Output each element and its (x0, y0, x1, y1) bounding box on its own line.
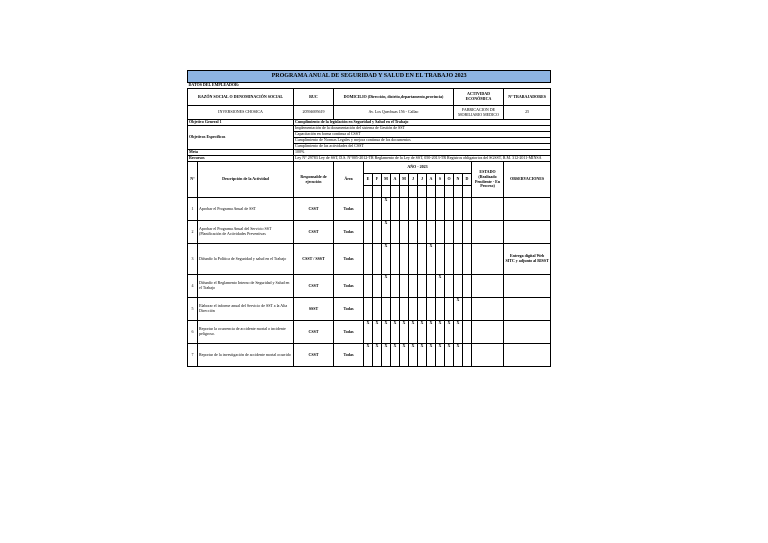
month-mark (427, 198, 436, 221)
recursos-label: Recursos (188, 156, 294, 162)
month-mark (463, 344, 472, 367)
month-mark (373, 244, 382, 275)
activity-row (188, 244, 551, 275)
month-subcell (391, 186, 400, 198)
activity-description: Reportar la ocurrencia de accidente mortal o incidente peligroso. (198, 321, 294, 344)
month-mark (463, 275, 472, 298)
descripcion-header: Descripción de la Actividad (198, 162, 294, 198)
month-mark: X (454, 344, 463, 367)
month-subcell (373, 186, 382, 198)
month-subcell (364, 186, 373, 198)
month-mark: X (445, 321, 454, 344)
month-mark (427, 298, 436, 321)
month-subcell (445, 186, 454, 198)
activity-description: Reportar de la investigación de accidente mortal ocurrido (198, 344, 294, 367)
month-mark (463, 244, 472, 275)
month-mark: X (418, 344, 427, 367)
activity-description: Aprobar el Programa Anual del Servicio SST (Planificación de Actividades Preventivas (198, 221, 294, 244)
month-mark: X (400, 321, 409, 344)
actividad-value: FABRICACION DE MOBILIARIO MEDICO (454, 106, 504, 120)
activity-number: 3 (188, 244, 198, 275)
month-mark (454, 275, 463, 298)
trabajadores-header: Nº TRABAJADORES (504, 89, 551, 106)
activity-observations (504, 221, 551, 244)
month-header: S (436, 174, 445, 186)
month-mark (373, 298, 382, 321)
activity-status (472, 198, 504, 221)
month-mark (364, 298, 373, 321)
month-mark (364, 275, 373, 298)
month-mark (418, 244, 427, 275)
observaciones-header: OBSERVACIONES (504, 162, 551, 198)
month-mark: X (436, 344, 445, 367)
activity-responsible: CSST (294, 198, 334, 221)
estado-header: ESTADO (Realizado Pendiente - En Proceso) (472, 162, 504, 198)
month-mark (400, 244, 409, 275)
month-header: O (445, 174, 454, 186)
month-subcell (400, 186, 409, 198)
ruc-header: RUC (294, 89, 334, 106)
activity-description: Difundir el Reglamento Interno de Seguridad y Salud en el Trabajo (198, 275, 294, 298)
objetivo-general-value: Cumplimiento de la legislación en Seguridad y Salud en el Trabajo (294, 120, 551, 126)
month-mark: X (409, 321, 418, 344)
month-mark: X (427, 344, 436, 367)
month-mark (454, 244, 463, 275)
activity-responsible: SSST (294, 298, 334, 321)
month-mark: X (418, 321, 427, 344)
objetivos-especificos-label: Objetivos Específicos (188, 126, 294, 150)
month-header: E (364, 174, 373, 186)
program-table (187, 70, 551, 367)
activity-row (188, 344, 551, 367)
activity-description: Difundir la Política de Seguridad y salud en el Trabajo (198, 244, 294, 275)
month-subcell (409, 186, 418, 198)
month-subcell (436, 186, 445, 198)
month-mark (463, 221, 472, 244)
activity-status (472, 298, 504, 321)
activity-status (472, 344, 504, 367)
month-mark: X (436, 321, 445, 344)
month-header: N (454, 174, 463, 186)
month-mark (445, 298, 454, 321)
activity-area: Todas (334, 344, 364, 367)
month-mark: X (364, 321, 373, 344)
activity-status (472, 275, 504, 298)
activity-number: 2 (188, 221, 198, 244)
month-header: A (391, 174, 400, 186)
activity-number: 5 (188, 298, 198, 321)
month-mark (436, 221, 445, 244)
month-mark (454, 198, 463, 221)
employer-label: DATOS DEL EMPLEADOR: (188, 82, 240, 88)
month-header: D (463, 174, 472, 186)
activity-responsible: CSST (294, 344, 334, 367)
month-mark: X (454, 321, 463, 344)
month-header: F (373, 174, 382, 186)
objetivo-especifico: Capacitación en forma continua al CSST (294, 132, 551, 138)
safety-program-sheet (187, 70, 550, 367)
month-header: M (400, 174, 409, 186)
activity-status (472, 244, 504, 275)
activity-observations: Entrega digital Web SITC y adjunto al RISST (504, 244, 551, 275)
month-mark (418, 198, 427, 221)
month-mark: X (364, 344, 373, 367)
activity-row (188, 275, 551, 298)
month-mark (373, 198, 382, 221)
month-mark (382, 298, 391, 321)
month-header: A (427, 174, 436, 186)
month-mark (409, 198, 418, 221)
activity-area: Todas (334, 221, 364, 244)
month-mark (373, 275, 382, 298)
month-mark (463, 298, 472, 321)
activity-observations (504, 275, 551, 298)
activity-row (188, 298, 551, 321)
month-mark: X (454, 298, 463, 321)
month-mark: X (382, 321, 391, 344)
activity-area: Todas (334, 198, 364, 221)
activity-status (472, 321, 504, 344)
month-subcell (427, 186, 436, 198)
month-mark (364, 198, 373, 221)
activity-status (472, 221, 504, 244)
activity-observations (504, 298, 551, 321)
month-mark (418, 221, 427, 244)
activity-responsible: CSST (294, 321, 334, 344)
activity-description: Elaborar el informe anual del Servicio de SST a la Alta Dirección (198, 298, 294, 321)
month-mark: X (427, 321, 436, 344)
month-mark (400, 275, 409, 298)
month-mark: X (373, 321, 382, 344)
month-mark: X (382, 275, 391, 298)
month-mark (364, 244, 373, 275)
month-mark (418, 275, 427, 298)
activity-observations (504, 198, 551, 221)
month-mark (463, 321, 472, 344)
activity-area: Todas (334, 298, 364, 321)
month-mark (427, 275, 436, 298)
actividad-header: ACTIVIDAD ECONÓMICA (454, 89, 504, 106)
ruc-value: 20594695619 (294, 106, 334, 120)
activity-responsible: CSST (294, 275, 334, 298)
num-header: N° (188, 162, 198, 198)
month-mark: X (400, 344, 409, 367)
month-mark (409, 275, 418, 298)
month-mark (391, 275, 400, 298)
objetivo-especifico: Cumplimiento de Normas Legales y mejora continua de los documentos (294, 138, 551, 144)
month-subcell (463, 186, 472, 198)
month-mark: X (382, 221, 391, 244)
activity-row (188, 198, 551, 221)
month-mark (391, 198, 400, 221)
year-header: AÑO - 2023 (364, 162, 472, 174)
month-mark (427, 221, 436, 244)
month-mark (463, 198, 472, 221)
responsable-header: Responsable de ejecución (294, 162, 334, 198)
month-mark: X (391, 344, 400, 367)
meta-value: 100% (294, 150, 551, 156)
month-mark (400, 221, 409, 244)
month-mark (454, 221, 463, 244)
month-mark (436, 244, 445, 275)
month-mark (436, 198, 445, 221)
activity-number: 4 (188, 275, 198, 298)
activity-area: Todas (334, 321, 364, 344)
month-mark: X (409, 344, 418, 367)
area-header: Área (334, 162, 364, 198)
activity-row (188, 221, 551, 244)
month-subcell (418, 186, 427, 198)
month-subcell (382, 186, 391, 198)
objetivo-general-label: Objetivo General 1 (188, 120, 294, 126)
month-mark (418, 298, 427, 321)
month-mark: X (382, 244, 391, 275)
month-mark (400, 198, 409, 221)
activity-area: Todas (334, 275, 364, 298)
month-mark (409, 298, 418, 321)
activity-observations (504, 344, 551, 367)
month-mark (364, 221, 373, 244)
objetivo-especifico: Implementación de la documentación del sistema de Gestión de SST (294, 126, 551, 132)
month-mark (391, 244, 400, 275)
month-mark (391, 221, 400, 244)
activity-row (188, 321, 551, 344)
month-header: M (382, 174, 391, 186)
month-mark: X (427, 244, 436, 275)
month-mark: X (382, 344, 391, 367)
month-mark: X (391, 321, 400, 344)
recursos-value: Ley N° 29783 Ley de SST, D.S. N°005-2012-TR Reglamento de la Ley de SST, 050-2013-TR Registros obligatorios del SGSST, R.M. 312-2011-MINSA (294, 156, 551, 162)
page-title: PROGRAMA ANUAL DE SEGURIDAD Y SALUD EN EL TRABAJO 2023 (188, 71, 551, 83)
month-mark (445, 198, 454, 221)
month-mark (436, 298, 445, 321)
month-mark (445, 275, 454, 298)
month-mark (409, 221, 418, 244)
activity-description: Aprobar el Programa Anual de SST (198, 198, 294, 221)
month-header: J (418, 174, 427, 186)
razon-value: INVERSIONES CHOSICA (188, 106, 294, 120)
domicilio-header: DOMICILIO (Dirección, distrito,departamento,provincia) (334, 89, 454, 106)
activity-responsible: CSST (294, 221, 334, 244)
activity-number: 6 (188, 321, 198, 344)
razon-header: RAZÓN SOCIAL O DENOMINACIÓN SOCIAL (188, 89, 294, 106)
month-mark (391, 298, 400, 321)
domicilio-value: Av. Los Quechuas 156 - Callao (334, 106, 454, 120)
month-mark: X (445, 344, 454, 367)
month-mark (373, 221, 382, 244)
activity-number: 1 (188, 198, 198, 221)
activity-observations (504, 321, 551, 344)
month-mark: X (382, 198, 391, 221)
meta-label: Meta (188, 150, 294, 156)
objetivo-especifico: Cumplimiento de las actividades del CSST (294, 144, 551, 150)
activity-responsible: CSST / SSST (294, 244, 334, 275)
month-mark: X (436, 275, 445, 298)
trabajadores-value: 25 (504, 106, 551, 120)
month-mark (445, 221, 454, 244)
month-mark (400, 298, 409, 321)
activity-area: Todas (334, 244, 364, 275)
month-mark (445, 244, 454, 275)
activity-number: 7 (188, 344, 198, 367)
month-header: J (409, 174, 418, 186)
month-subcell (454, 186, 463, 198)
month-mark: X (373, 344, 382, 367)
month-mark (409, 244, 418, 275)
